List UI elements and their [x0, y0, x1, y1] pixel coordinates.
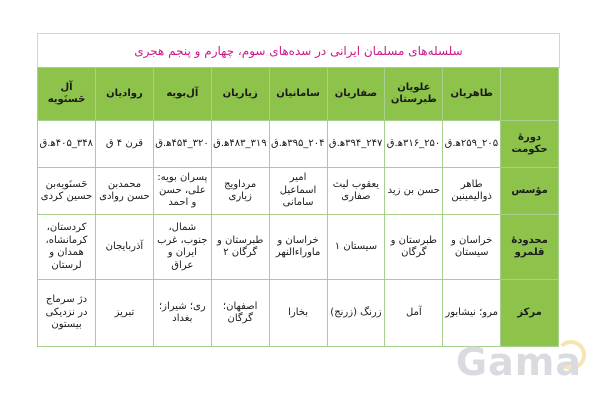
table-cell: آمل	[385, 280, 443, 347]
table-cell: خراسان و ماوراءالنهر	[269, 215, 327, 280]
column-header: آل‌بویه	[153, 68, 211, 121]
table-cell: آذربایجان	[96, 215, 154, 280]
row-header: دورهٔ حکومت	[501, 121, 559, 168]
title-box	[37, 33, 560, 68]
table-cell: شمال، جنوب، غرب ایران و عراق	[153, 215, 211, 280]
row-header: مرکز	[501, 280, 559, 347]
column-header: علویان طبرستان	[385, 68, 443, 121]
table-cell: امیر اسماعیل سامانی	[269, 168, 327, 215]
column-header: زیاریان	[211, 68, 269, 121]
table-cell: ۲۵۰_۳۱۶ه‍.ق	[385, 121, 443, 168]
table-cell: یعقوب لیث صفاری	[327, 168, 385, 215]
table-cell: ۳۲۰_۴۵۴ه‍.ق	[153, 121, 211, 168]
table-row	[38, 121, 559, 168]
table-cell: اصفهان؛ گرگان	[211, 280, 269, 347]
table-cell: قرن ۴ ق	[96, 121, 154, 168]
table-cell: زرنگ (زرنج)	[327, 280, 385, 347]
table-cell: کردستان، کرمانشاه، همدان و لرستان	[38, 215, 96, 280]
table-cell: مرو؛ نیشابور	[443, 280, 501, 347]
table-title: سلسله‌های مسلمان ایرانی در سده‌های سوم، چهارم و پنجم هجری	[134, 44, 463, 58]
table-row	[38, 280, 559, 347]
table-cell: ری؛ شیراز؛ بغداد	[153, 280, 211, 347]
table-cell: حَسنَویه‌بن حسین کردی	[38, 168, 96, 215]
corner-cell	[501, 68, 559, 121]
table-cell: مرداویج زیاری	[211, 168, 269, 215]
column-header: روادیان	[96, 68, 154, 121]
header-row	[38, 68, 559, 121]
column-header: سامانیان	[269, 68, 327, 121]
table-cell: خراسان و سیستان	[443, 215, 501, 280]
table-cell: محمدبن حسن روادی	[96, 168, 154, 215]
table-cell: ۲۰۵_۲۵۹ه‍.ق	[443, 121, 501, 168]
table-cell: ۳۴۸_۴۰۵ه‍.ق	[38, 121, 96, 168]
table-cell: ۳۱۹_۴۸۳ه‍.ق	[211, 121, 269, 168]
watermark-logo: Gama	[455, 340, 582, 384]
table-row	[38, 215, 559, 280]
row-header: محدودهٔ قلمرو	[501, 215, 559, 280]
table-cell: ۲۴۷_۳۹۴ه‍.ق	[327, 121, 385, 168]
table-cell: پسران بویه: علی، حسن و احمد	[153, 168, 211, 215]
column-header: طاهریان	[443, 68, 501, 121]
table-cell: ۲۰۴_۳۹۵ه‍.ق	[269, 121, 327, 168]
table-cell: طاهر ذوالیمینین	[443, 168, 501, 215]
dynasties-table	[37, 67, 559, 347]
table-cell: سیستان ۱	[327, 215, 385, 280]
table-cell: حسن بن زید	[385, 168, 443, 215]
table-cell: بخارا	[269, 280, 327, 347]
column-header: آل حَسنَویه	[38, 68, 96, 121]
table-cell: طبرستان و گرگان ۲	[211, 215, 269, 280]
table-cell: دژ سرماج در نزدیکی بیستون	[38, 280, 96, 347]
table-cell: تبریز	[96, 280, 154, 347]
column-header: صفاریان	[327, 68, 385, 121]
table-row	[38, 168, 559, 215]
row-header: مؤسس	[501, 168, 559, 215]
table-cell: طبرستان و گرگان	[385, 215, 443, 280]
